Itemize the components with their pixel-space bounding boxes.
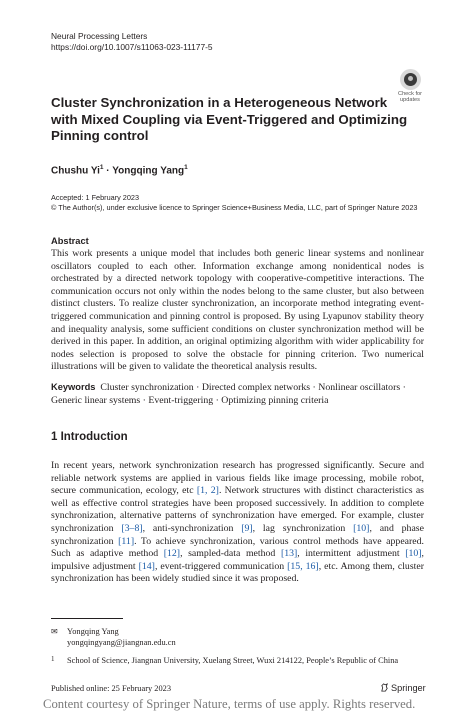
affiliation-number: 1 [51,655,55,663]
copyright-line: © The Author(s), under exclusive licence to Springer Science+Business Media, LLC, part of Springer Nature 2023 [51,203,418,212]
check-for-updates-label: Check for updates [398,91,422,103]
citation-link[interactable]: [3–8] [121,522,143,534]
citation-link[interactable]: [15, 16] [287,560,319,572]
abstract-text: This work presents a unique model that includes both generic linear systems and nonlinear oscillators coupled to each other. Information exchange among nonidentical nodes is orchestrated by a directed network topology with cooperative-competitive interactions. The communication occurs not only within the nodes belong to the same cluster, but also between distinct clusters. To realize cluster synchronization, an incorporate method integrating event-triggered communication and pinning control is proposed. By using Lyapunov stability theory and inequality analysis, some sufficient conditions on cluster synchronization method will be derived in this paper. In addition, an original optimizing algorithm with wider applicability for nodes selection is proposed to solve the obstacle for pinning criterion. Two numerical illustrations will be given to validate the theoretical analysis results. [51,248,424,373]
author-name[interactable]: Yongqing Yang [112,165,185,177]
citation-link[interactable]: [9] [241,522,253,534]
author-name[interactable]: Chushu Yi [51,165,100,177]
corresponding-author [51,626,176,648]
citation-link[interactable]: [10] [405,548,422,560]
affiliation-marker: 1 [99,164,104,171]
affiliation-marker: 1 [184,164,188,171]
section-heading-introduction: 1 Introduction [51,431,128,443]
keywords-list: Cluster synchronization · Directed complex networks · Nonlinear oscillators · Generic linear systems · Event-triggering · Optimizing pinning criteria [51,382,406,406]
accepted-date: Accepted: 1 February 2023 [51,193,140,202]
journal-name: Neural Processing Letters [51,31,148,41]
doi-link[interactable]: https://doi.org/10.1007/s11063-023-11177-5 [51,42,213,52]
keywords-section [51,381,424,407]
keywords-label: Keywords [51,382,96,392]
springer-logo [380,683,426,693]
affiliation [51,655,398,665]
abstract-heading: Abstract [51,236,89,246]
published-date: Published online: 25 February 2023 [51,684,172,693]
article-meta [51,193,417,213]
footnote-divider [51,618,123,619]
courtesy-notice: Content courtesy of Springer Nature, terms of use apply. Rights reserved. [43,697,416,711]
author-list [51,164,188,176]
citation-link[interactable]: [12] [163,548,181,560]
envelope-icon: ✉ [51,627,58,636]
springer-horse-icon [380,683,389,692]
corresponding-email[interactable]: yongqingyang@jiangnan.edu.cn [67,638,176,647]
publisher-name: Springer [391,683,426,693]
journal-header [51,31,213,53]
crossmark-icon [400,69,421,90]
author-separator: · [103,165,113,177]
citation-link[interactable]: [14] [138,560,155,572]
affiliation-text: School of Science, Jiangnan University, Xuelang Street, Wuxi 214122, People’s Republic of China [67,656,399,665]
citation-link[interactable]: [11] [118,535,135,547]
citation-link[interactable]: [1, 2] [196,485,219,497]
citation-link[interactable]: [10] [353,522,370,534]
introduction-paragraph: In recent years, network synchronization research has progressed significantly. Secure and reliable network systems are applied in various fields like image processing, mobile robot, secure communication, ecology, etc [1, 2]. Network structures with distinct characteristics as well as effective control strategies have been proposed successively. In addition to complete synchronization, alternative patterns of synchronization have emerged. For example, cluster synchronization [3–8], anti-synchronization [9], lag synchronization [10], and phase synchronization [11]. To achieve synchronization, various control methods have appeared. Such as adaptive method [12], sampled-data method [13], intermittent adjustment [10], impulsive adjustment [14], event-triggered communication [15, 16], etc. Among them, cluster synchronization has been widely studied since it was proposed. [51,460,424,585]
citation-link[interactable]: [13] [280,548,298,560]
corresponding-author-name: Yongqing Yang [67,627,119,636]
paper-title: Cluster Synchronization in a Heterogeneous Network with Mixed Coupling via Event-Triggered and Optimizing Pinning control [51,95,408,143]
